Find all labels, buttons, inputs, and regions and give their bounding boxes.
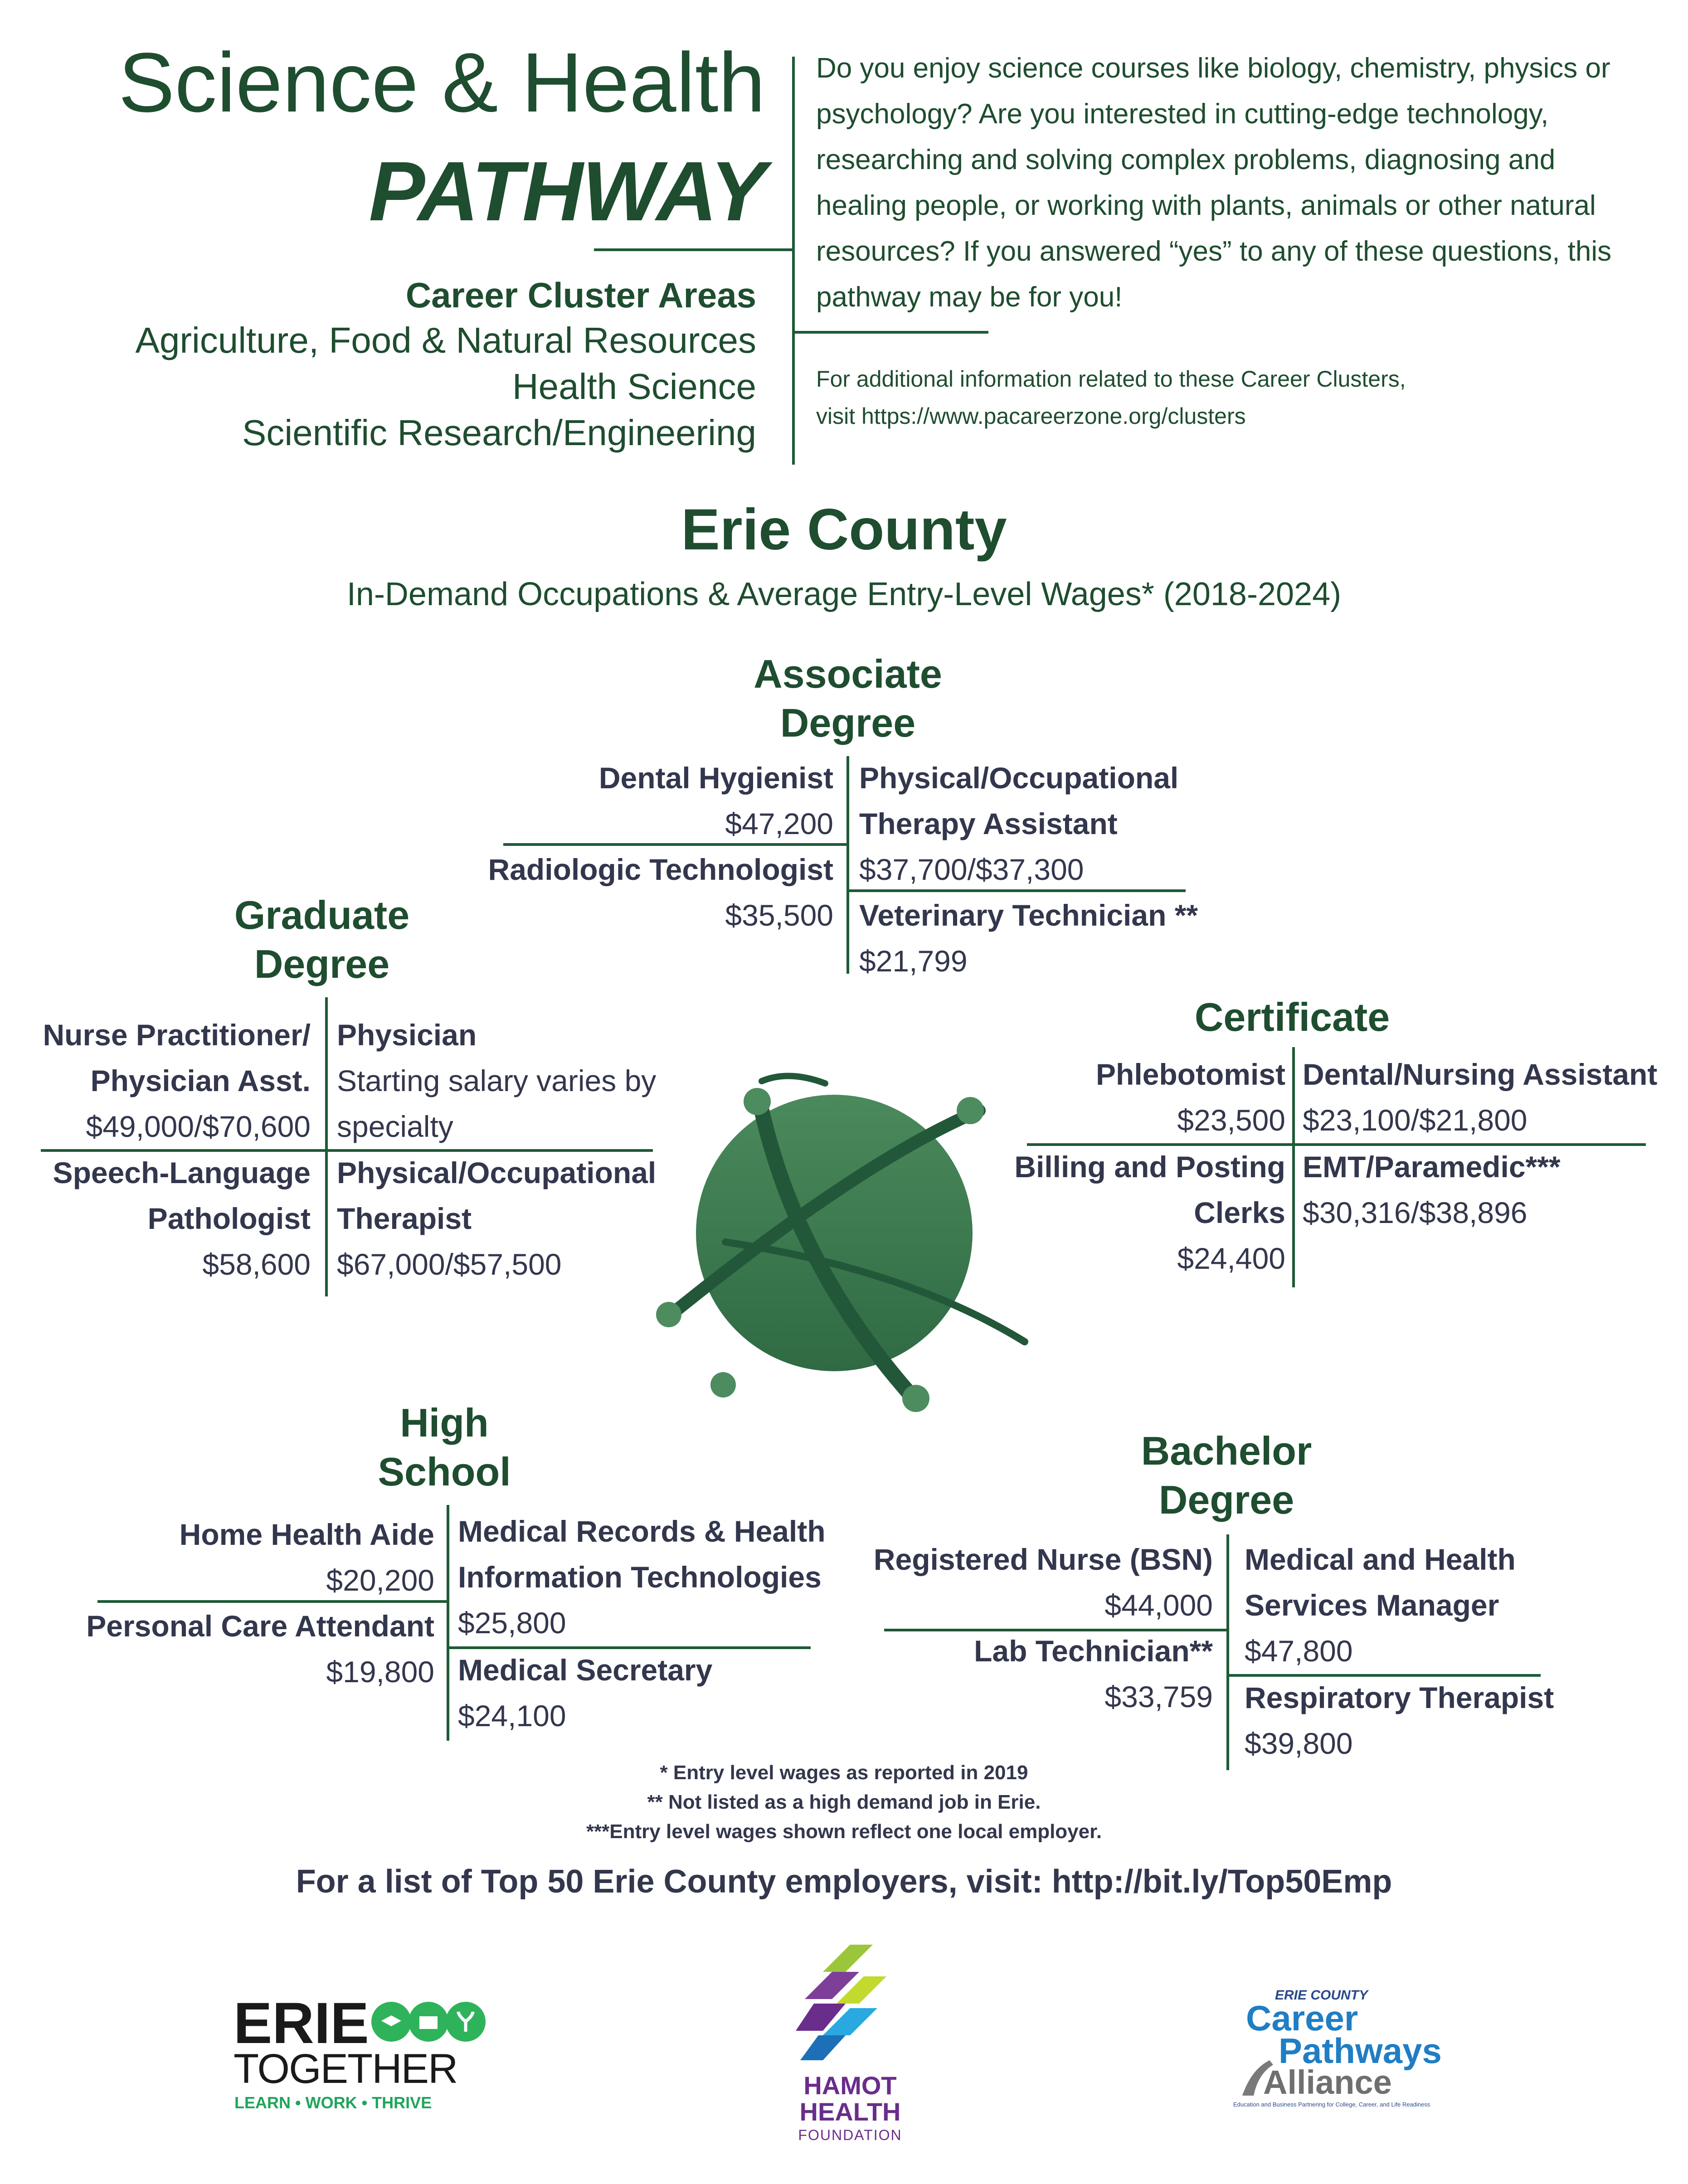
occupation-wage: $23,100/$21,800 (1303, 1103, 1527, 1137)
footnote: ** Not listed as a high demand job in Erie. (647, 1791, 1041, 1813)
certificate-occupation (1303, 1052, 1657, 1143)
hamot-logo-word1: HAMOT (803, 2071, 897, 2100)
occupation-name: Respiratory Therapist (1245, 1681, 1554, 1714)
associate-occupation (599, 755, 833, 847)
occupation-wage: $20,200 (326, 1563, 434, 1597)
occupation-name: Billing and Posting (1014, 1150, 1285, 1184)
occupation-wage: $44,000 (1104, 1588, 1213, 1622)
occupation-name: Veterinary Technician ** (859, 898, 1198, 932)
bachelor-heading-line2: Degree (1158, 1477, 1294, 1522)
occupation-name: Medical Records & Health (458, 1514, 826, 1548)
bachelor-occupation (874, 1537, 1213, 1628)
associate-occupation (859, 755, 1178, 893)
occupation-name: Services Manager (1245, 1588, 1499, 1622)
occupation-name: Dental Hygienist (598, 761, 833, 795)
certificate-occupation (1014, 1144, 1285, 1281)
globe-satellite (710, 1372, 736, 1398)
occupation-name: Personal Care Attendant (86, 1609, 434, 1643)
associate-occupation (488, 847, 833, 938)
occupation-name: Pathologist (147, 1202, 311, 1235)
occupation-name: Physical/Occupational (859, 761, 1179, 795)
occupation-wage: $24,400 (1177, 1242, 1285, 1275)
highschool-occupation (86, 1603, 434, 1695)
occupation-name: Information Technologies (458, 1560, 822, 1594)
bachelor-vertical-line (1226, 1534, 1229, 1770)
occupation-wage: $67,000/$57,500 (337, 1247, 562, 1281)
highschool-occupation (458, 1647, 712, 1739)
title-line1: Science & Health (118, 36, 765, 130)
occupation-name: Therapy Assistant (859, 807, 1118, 840)
occupation-name: Therapist (337, 1202, 472, 1235)
cluster-item-agriculture: Agriculture, Food & Natural Resources (135, 320, 756, 360)
occupation-wage: $19,800 (326, 1655, 434, 1689)
occupation-wage: Starting salary varies by (337, 1064, 657, 1097)
occupation-wage: $35,500 (725, 898, 833, 932)
globe-orbit-4 (762, 1076, 825, 1083)
globe-satellite (902, 1385, 929, 1412)
highschool-vertical-line (447, 1505, 449, 1741)
occupation-name: Physician (337, 1018, 477, 1052)
highschool-occupation (458, 1509, 826, 1646)
occupation-wage: $21,799 (859, 944, 968, 978)
intro-text: Do you enjoy science courses like biology, chemistry, physics or psychology? Are you interested in cutting-edge technology, researching and solving complex problems, diagnosing and healing people, or working with plants, animals or other natural resources? If you answered “yes” to any of these questions, this pathway may be for you! (816, 53, 1612, 313)
occupation-name: Physician Asst. (90, 1064, 311, 1097)
highschool-heading-line2: School (378, 1449, 511, 1494)
globe-satellite (957, 1097, 984, 1124)
associate-vertical-line (846, 756, 849, 974)
erie-logo-tagline: LEARN • WORK • THRIVE (234, 2093, 432, 2112)
occupation-wage: $39,800 (1245, 1727, 1353, 1760)
cpa-logo-tagline: Education and Business Partnering for College, Career, and Life Readiness (1233, 2101, 1430, 2108)
occupation-name: Radiologic Technologist (488, 853, 833, 886)
bachelor-occupation (1245, 1675, 1554, 1767)
occupation-name: Clerks (1194, 1196, 1285, 1229)
info-link[interactable]: visit https://www.pacareerzone.org/clusters (816, 403, 1246, 429)
occupation-wage: $58,600 (202, 1247, 311, 1281)
graduate-heading-line2: Degree (254, 942, 390, 986)
erie-logo-circles-icon (370, 1999, 487, 2044)
occupation-wage: $25,800 (458, 1606, 566, 1640)
occupation-name: Lab Technician** (974, 1634, 1213, 1668)
cpa-logo-top: ERIE COUNTY (1275, 1988, 1368, 2003)
cluster-heading: Career Cluster Areas (405, 275, 756, 315)
header-vertical-divider (792, 57, 795, 465)
highschool-occupation (180, 1512, 434, 1603)
erie-logo-together: TOGETHER (233, 2046, 457, 2092)
globe-icon (626, 1043, 1034, 1419)
occupation-name: Medical Secretary (458, 1653, 713, 1687)
graduate-heading-line1: Graduate (234, 893, 410, 937)
county-subtitle: In-Demand Occupations & Average Entry-Level Wages* (2018-2024) (346, 576, 1342, 612)
hamot-health-logo (782, 1945, 918, 2153)
occupation-wage: $33,759 (1104, 1680, 1213, 1713)
associate-occupation (859, 893, 1198, 984)
county-title: Erie County (681, 497, 1007, 562)
occupation-name: Dental/Nursing Assistant (1303, 1058, 1658, 1091)
certificate-vertical-line (1292, 1047, 1295, 1287)
footnote: * Entry level wages as reported in 2019 (660, 1762, 1028, 1784)
certificate-occupation (1303, 1144, 1561, 1236)
occupation-name: Nurse Practitioner/ (43, 1018, 311, 1052)
bachelor-occupation (1245, 1537, 1516, 1674)
occupation-name: Registered Nurse (BSN) (873, 1543, 1213, 1576)
occupation-name: Home Health Aide (179, 1518, 434, 1551)
globe-satellite (656, 1302, 681, 1327)
divider-header-left (594, 248, 793, 251)
graduate-occupation (43, 1012, 311, 1150)
title-line2: PATHWAY (369, 145, 765, 238)
career-pathways-alliance-logo (1233, 1988, 1469, 2110)
certificate-heading: Certificate (1194, 995, 1390, 1039)
occupation-name: Speech-Language (53, 1156, 311, 1189)
certificate-occupation (1096, 1052, 1285, 1143)
highschool-heading-line1: High (400, 1400, 489, 1445)
occupation-wage: $30,316/$38,896 (1303, 1196, 1527, 1229)
graduate-occupation (53, 1150, 311, 1287)
graduate-occupation (337, 1150, 656, 1287)
occupation-wage: specialty (337, 1110, 453, 1143)
cluster-item-research: Scientific Research/Engineering (242, 413, 756, 453)
erie-logo-word: ERIE (233, 1991, 369, 2056)
hamot-logo-word3: FOUNDATION (798, 2127, 902, 2143)
bachelor-occupation (974, 1628, 1213, 1720)
occupation-wage: $47,200 (725, 807, 833, 840)
occupation-wage: $47,800 (1245, 1634, 1353, 1668)
occupation-wage: $23,500 (1177, 1103, 1285, 1137)
employers-link[interactable]: For a list of Top 50 Erie County employers, visit: http://bit.ly/Top50Emp (296, 1864, 1392, 1900)
cluster-item-health: Health Science (512, 366, 756, 407)
associate-heading-line2: Degree (780, 700, 916, 745)
occupation-wage: $37,700/$37,300 (859, 853, 1084, 886)
info-line1: For additional information related to these Career Clusters, (816, 366, 1406, 392)
occupation-wage: $49,000/$70,600 (86, 1110, 311, 1143)
occupation-name: Medical and Health (1245, 1543, 1516, 1576)
hamot-logo-word2: HEALTH (799, 2097, 901, 2126)
hamot-logo-mark-icon (796, 1945, 895, 2063)
cpa-logo-word3: Alliance (1263, 2063, 1392, 2101)
bachelor-heading-line1: Bachelor (1141, 1428, 1312, 1473)
occupation-name: EMT/Paramedic*** (1303, 1150, 1561, 1184)
associate-heading-line1: Associate (754, 651, 942, 696)
occupation-wage: $24,100 (458, 1699, 566, 1733)
divider-header-right (793, 331, 988, 334)
globe-satellite (744, 1088, 771, 1115)
erie-together-logo (233, 1991, 487, 2112)
cpa-logo-word2: Pathways (1279, 2031, 1442, 2071)
cpa-logo-word1: Career (1246, 1998, 1358, 2038)
occupation-name: Physical/Occupational (337, 1156, 657, 1189)
footnote: ***Entry level wages shown reflect one local employer. (586, 1820, 1102, 1843)
occupation-name: Phlebotomist (1095, 1058, 1285, 1091)
graduate-occupation (337, 1012, 656, 1150)
graduate-vertical-line (325, 997, 328, 1296)
